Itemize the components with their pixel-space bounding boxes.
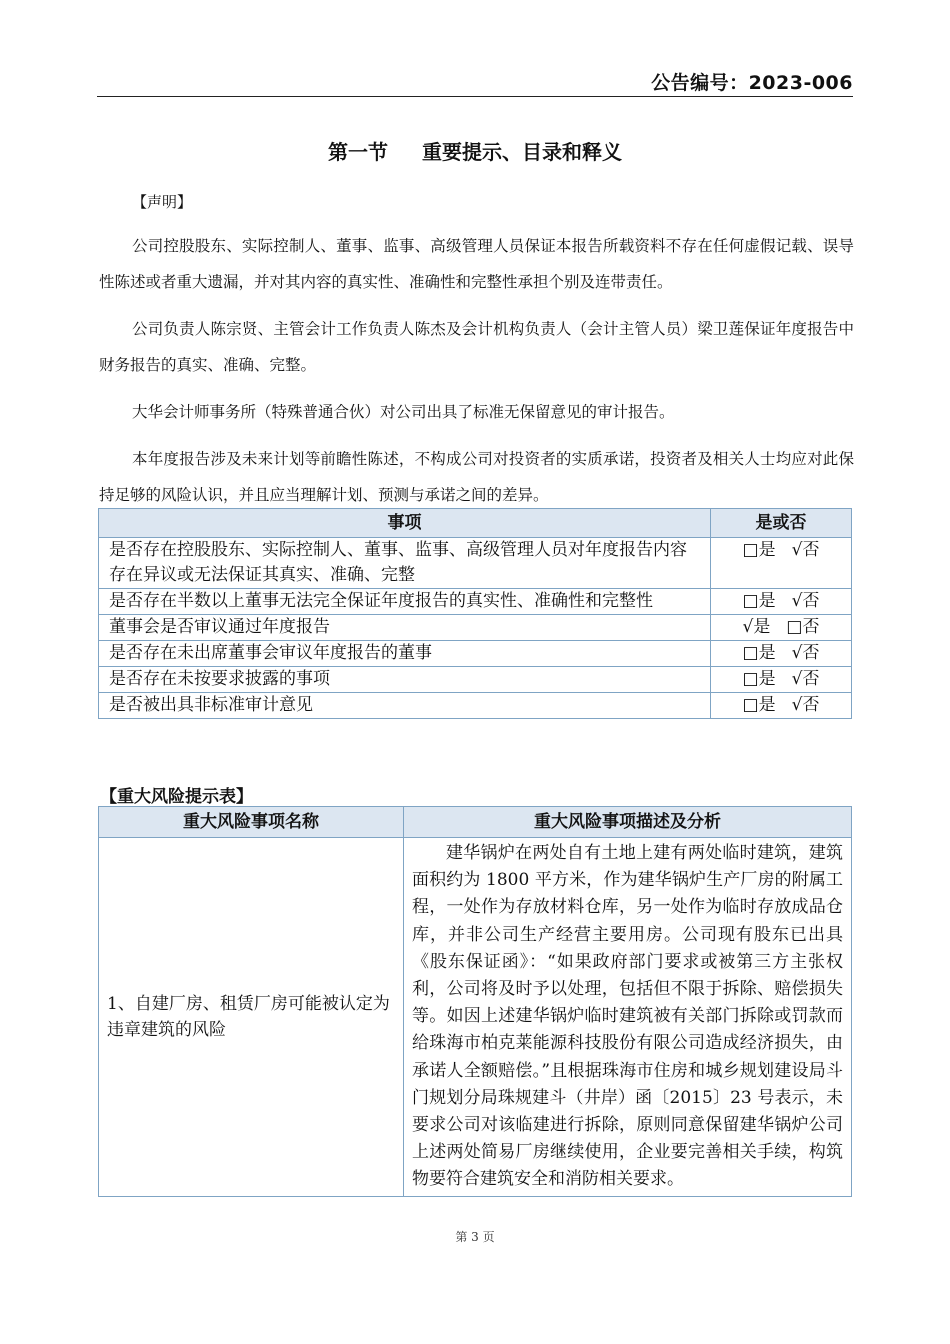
matter-answer	[711, 589, 852, 615]
matter-item: 是否存在控股股东、实际控制人、董事、监事、高级管理人员对年度报告内容存在异议或无法保证其真实、准确、完整	[99, 538, 711, 589]
announcement-code: 公告编号：2023-006	[651, 72, 853, 94]
yes-option: □是	[742, 540, 776, 560]
matter-item: 是否被出具非标准审计意见	[99, 693, 711, 719]
table-row	[99, 693, 852, 719]
table-row	[99, 615, 852, 641]
yes-option: □是	[742, 643, 776, 663]
no-option: √否	[791, 540, 820, 560]
section-number: 第一节	[328, 140, 388, 164]
section-title	[0, 136, 950, 165]
no-option: √否	[791, 695, 820, 715]
yes-option: □是	[742, 669, 776, 689]
table-row	[99, 667, 852, 693]
risk-table	[98, 806, 852, 1197]
matter-answer	[711, 693, 852, 719]
matter-item: 是否存在未按要求披露的事项	[99, 667, 711, 693]
column-header: 是或否	[711, 509, 852, 538]
table-row	[99, 538, 852, 589]
declaration-paragraph: 大华会计师事务所（特殊普通合伙）对公司出具了标准无保留意见的审计报告。	[132, 403, 675, 421]
matter-item: 是否存在半数以上董事无法完全保证年度报告的真实性、准确性和完整性	[99, 589, 711, 615]
matter-answer	[711, 538, 852, 589]
page-number: 第 3 页	[455, 1230, 495, 1244]
yes-option: √是	[742, 617, 771, 637]
risk-description: 建华锅炉在两处自有土地上建有两处临时建筑，建筑面积约为 1800 平方米，作为建华锅炉生产厂房的附属工程，一处作为存放材料仓库，另一处作为临时存放成品仓库，并非公司生产经营主要用房。公司现有股东已出具《股东保证函》：“如果政府部门要求或被第三方主张权利，公司将及时予以处理，包括但不限于拆除、赔偿损失等。如因上述建华锅炉临时建筑被有关部门拆除或罚款而给珠海市柏克莱能源科技股份有限公司造成经济损失，由承诺人全额赔偿。”且根据珠海市住房和城乡规划建设局斗门规划分局珠规建斗（井岸）函〔2015〕23 号表示，未要求公司对该临建进行拆除，原则同意保留建华锅炉公司上述两处简易厂房继续使用，企业要完善相关手续，构筑物要符合建筑安全和消防相关要求。	[404, 838, 852, 1197]
no-option: □否	[786, 617, 820, 637]
table-row	[99, 589, 852, 615]
declaration-paragraph: 本年度报告涉及未来计划等前瞻性陈述，不构成公司对投资者的实质承诺，投资者及相关人士均应对此保持足够的风险认识，并且应当理解计划、预测与承诺之间的差异。	[99, 450, 854, 504]
header-divider	[97, 96, 853, 97]
column-header: 事项	[99, 509, 711, 538]
matter-item: 是否存在未出席董事会审议年度报告的董事	[99, 641, 711, 667]
declaration-paragraph: 公司负责人陈宗贤、主管会计工作负责人陈杰及会计机构负责人（会计主管人员）梁卫莲保证年度报告中财务报告的真实、准确、完整。	[99, 320, 854, 374]
risk-name: 1、自建厂房、租赁厂房可能被认定为违章建筑的风险	[99, 838, 404, 1197]
table-row	[99, 641, 852, 667]
matter-answer	[711, 667, 852, 693]
column-header: 重大风险事项名称	[99, 807, 404, 838]
matter-item: 董事会是否审议通过年度报告	[99, 615, 711, 641]
matter-answer	[711, 641, 852, 667]
yes-option: □是	[742, 695, 776, 715]
declaration-paragraph: 公司控股股东、实际控制人、董事、监事、高级管理人员保证本报告所载资料不存在任何虚假记载、误导性陈述或者重大遗漏，并对其内容的真实性、准确性和完整性承担个别及连带责任。	[99, 237, 854, 291]
no-option: √否	[791, 643, 820, 663]
declaration-paragraphs	[99, 228, 854, 524]
table-row	[99, 838, 852, 1197]
table-header-row	[99, 509, 852, 538]
no-option: √否	[791, 591, 820, 611]
declaration-label: 【声明】	[132, 193, 193, 211]
section-heading: 重要提示、目录和释义	[422, 140, 622, 164]
column-header: 重大风险事项描述及分析	[404, 807, 852, 838]
matter-answer	[711, 615, 852, 641]
risk-table-title: 【重大风险提示表】	[100, 787, 253, 807]
table-header-row	[99, 807, 852, 838]
matters-table	[98, 508, 852, 719]
no-option: √否	[791, 669, 820, 689]
yes-option: □是	[742, 591, 776, 611]
